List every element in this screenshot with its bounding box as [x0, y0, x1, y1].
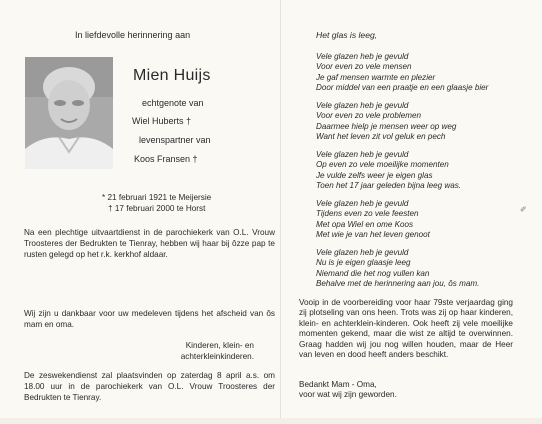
- paper-blemish: ✐: [520, 205, 527, 214]
- poem-line: Op even zo vele moeilijke momenten: [316, 160, 449, 170]
- deceased-name: Mien Huijs: [133, 67, 211, 84]
- poem-line: Niemand die het nog vullen kan: [316, 268, 430, 278]
- thanks-paragraph: [24, 308, 275, 330]
- poem-line: Vele glazen heb je gevuld: [316, 52, 409, 61]
- poem-line: Vele glazen heb je gevuld: [316, 248, 409, 257]
- spouse-label: echtgenote van: [142, 98, 204, 108]
- children-line-1: Kinderen, klein- en: [185, 341, 254, 350]
- poem-stanza-1: [316, 52, 488, 94]
- mass-text: De zeswekendienst zal plaatsvinden op zaterdag 8 april a.s. om 18.00 uur in de parochiekerk van O.L. Vrouw Troosteres der Bedrukten te Tienray.: [24, 371, 275, 402]
- funeral-paragraph: [24, 227, 275, 260]
- poem-line: Behalve met de herinnering aan jou, ôs mam.: [316, 279, 480, 289]
- children-signature: [150, 340, 254, 362]
- signoff-line-1: Bedankt Mam - Oma,: [299, 380, 377, 389]
- thanks-text: Wij zijn u dankbaar voor uw medeleven tijdens het afscheid van ôs mam en oma.: [24, 309, 275, 329]
- life-dates: [102, 192, 272, 214]
- poem-line: Je gaf mensen warmte en plezier: [316, 72, 436, 82]
- portrait-photo: [25, 57, 113, 169]
- poem-line: Met wie je van het leven genoot: [316, 230, 430, 240]
- fold-line: [280, 0, 281, 424]
- partner-label: levenspartner van: [139, 135, 211, 145]
- poem-line: Tijdens even zo vele feesten: [316, 209, 419, 219]
- poem-line: Toen het 17 jaar geleden bijna leeg was.: [316, 181, 462, 191]
- poem-line: Voor even zo vele problemen: [316, 111, 421, 121]
- poem-line: Vele glazen heb je gevuld: [316, 150, 409, 159]
- spouse-name: Wiel Huberts †: [132, 116, 192, 126]
- intro-text: In liefdevolle herinnering aan: [75, 30, 191, 40]
- poem-stanza-4: [316, 199, 430, 241]
- poem-line: Daarmee hielp je mensen weer op weg: [316, 121, 457, 131]
- signoff: [299, 380, 397, 401]
- poem-stanza-5: [316, 248, 479, 290]
- death-date: † 17 februari 2000 te Horst: [108, 204, 206, 213]
- poem-line: Vele glazen heb je gevuld: [316, 199, 409, 208]
- poem-line: Vele glazen heb je gevuld: [316, 101, 409, 110]
- children-line-2: achterkleinkinderen.: [180, 352, 254, 361]
- poem-line: Want het leven zit vol geluk en pech: [316, 132, 446, 142]
- partner-name: Koos Fransen †: [134, 154, 198, 164]
- poem-line: Door middel van een praatje en een glaasje bier: [316, 83, 489, 93]
- mass-paragraph: [24, 370, 275, 403]
- poem-line: Voor even zo vele mensen: [316, 62, 412, 72]
- signoff-line-2: voor wat wij zijn geworden.: [299, 390, 397, 400]
- closing-paragraph: Vooip in de voorbereiding voor haar 79ste verjaardag ging zij plotseling van ons heen. Trots was zij op haar kinderen, klein- en achterklein-kinderen. Ook heeft zij vele moeilijke momenten gekend, maar die wist ze altijd te overwinnen. Graag hadden wij jou nog willen houden, maar de Heer van leven en dood heeft anders beschikt.: [299, 298, 513, 360]
- card-bottom-edge: [0, 418, 542, 424]
- poem-title: Het glas is leeg,: [316, 30, 378, 40]
- birth-date: * 21 februari 1921 te Meijersie: [102, 193, 212, 202]
- poem-line: Je vulde zelfs weer je eigen glas: [316, 170, 433, 180]
- poem-line: Met opa Wiel en ome Koos: [316, 219, 414, 229]
- poem-stanza-2: [316, 101, 456, 143]
- poem-stanza-3: [316, 150, 461, 192]
- poem-line: Nu is je eigen glaasje leeg: [316, 258, 411, 268]
- funeral-text: Na een plechtige uitvaartdienst in de parochiekerk van O.L. Vrouw Troosteres der Bedrukten te Tienray, hebben wij haar bij ôzze pap te rusten gelegd op het r.k. kerkhof aldaar.: [24, 228, 275, 259]
